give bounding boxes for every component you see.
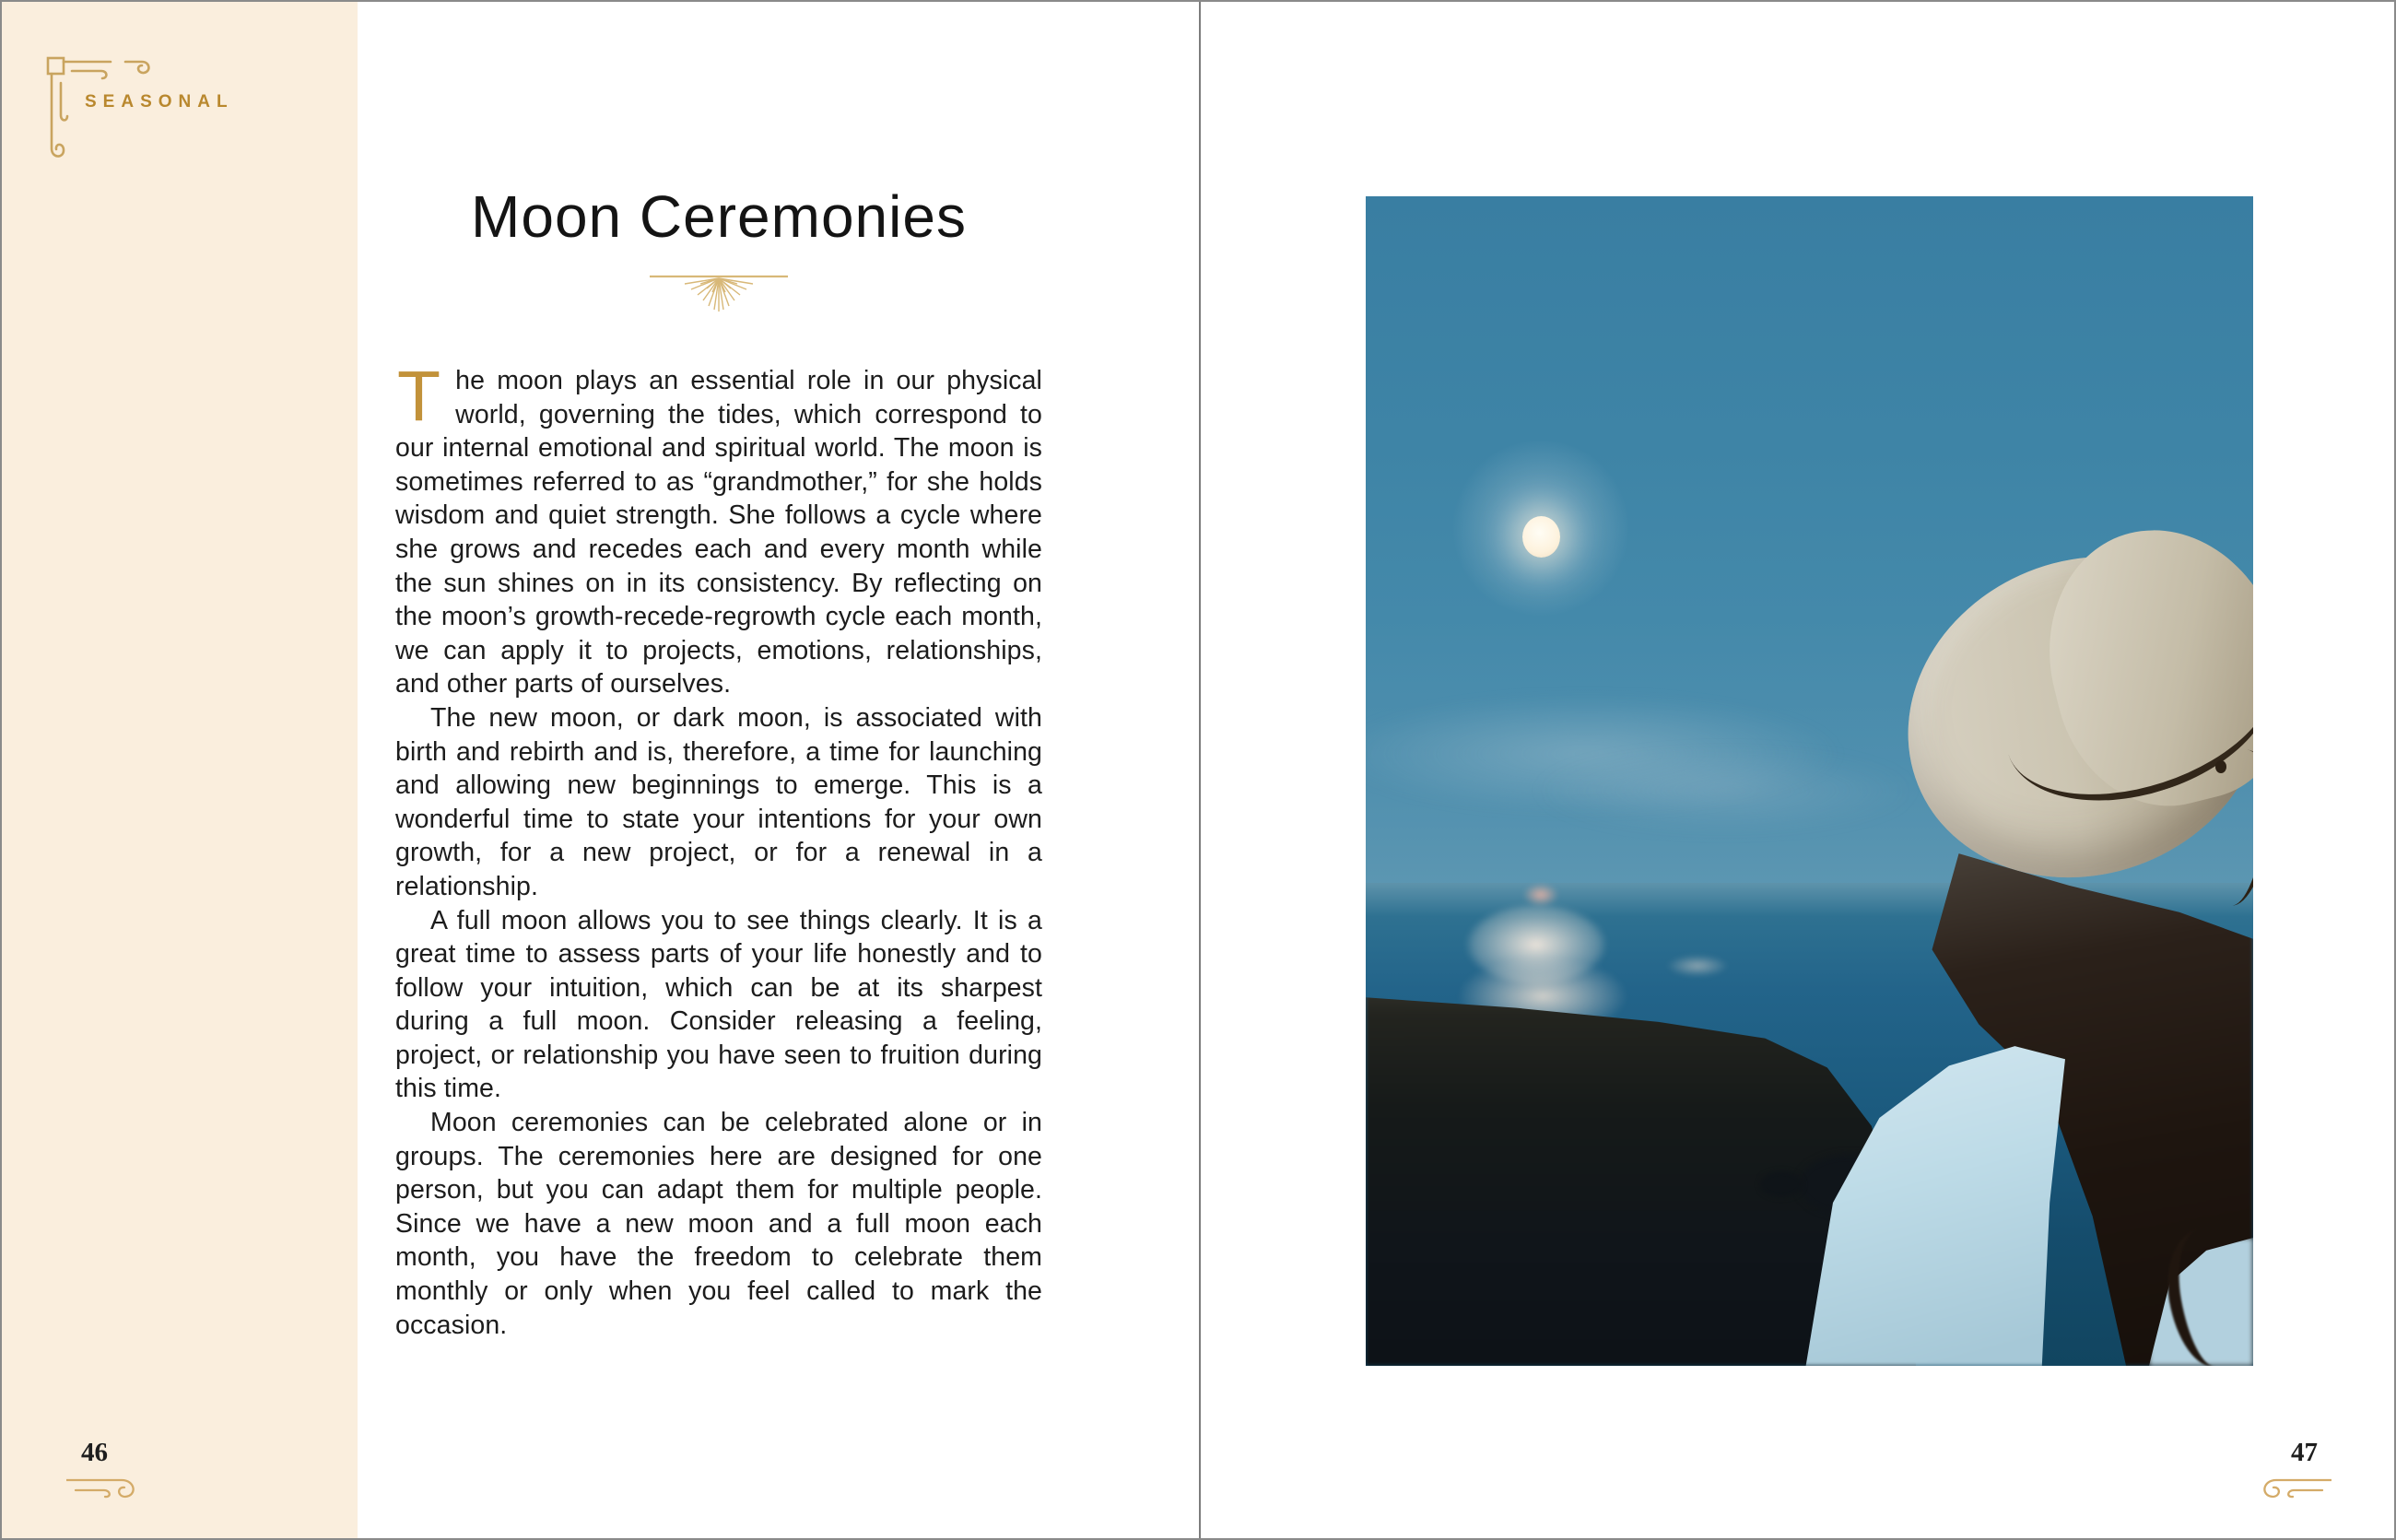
paragraph-1 — [395, 357, 1042, 701]
moon-beach-photo — [1366, 196, 2253, 1366]
section-label: SEASONAL — [85, 92, 234, 112]
paragraph-3: A full moon allows you to see things clearly. It is a great time to assess parts of your life honestly and to follow your intuition, which can be at its sharpest during a full moon. Consider releasing a feeling, project, or relationship you have seen to fruition during this time. — [395, 905, 1042, 1104]
chapter-title: Moon Ceremonies — [471, 183, 967, 250]
paragraph-2: The new moon, or dark moon, is associated with birth and rebirth and is, therefore, a time for launching and allowing new beginnings to emerge. This is a wonderful time to state your intentions for your own growth, for a new project, or for a renewal in a relationship. — [395, 702, 1042, 901]
paragraph-1-text: he moon plays an essential role in our physical world, governing the tides, which correspond to our internal emotional and spiritual world. The moon is sometimes referred to as “grandmother,” for she holds wisdom and quiet strength. She follows a cycle where she grows and recedes each and every month while the sun shines on in its consistency. By reflecting on the moon’s growth-recede-regrowth cycle each month, we can apply it to projects, emotions, relationships, and other parts of ourselves. — [395, 366, 1042, 699]
corner-flourish-icon — [44, 55, 166, 177]
page-number-right: 47 — [2291, 1438, 2318, 1467]
photo-cloud-wisp — [1532, 749, 1919, 832]
drop-cap: T — [397, 357, 441, 436]
hat-cord-knot — [2215, 760, 2226, 773]
sunburst-divider-icon — [650, 269, 788, 319]
page-number-left: 46 — [81, 1438, 108, 1467]
section-sidebar-band — [2, 2, 358, 1538]
paragraph-4: Moon ceremonies can be celebrated alone or in groups. The ceremonies here are designed for one person, but you can adapt them for multiple people. Since we have a new moon and a full moon each month, you have the freedom to celebrate them monthly or only when you feel called to mark the occasion. — [395, 1108, 1042, 1340]
beach-rock-small — [1760, 1171, 1803, 1197]
page-flourish-left-icon — [66, 1476, 155, 1502]
page-flourish-right-icon — [2243, 1476, 2331, 1502]
body-text — [395, 357, 1042, 1342]
page-gutter-divider — [1199, 2, 1201, 1538]
full-moon — [1522, 516, 1560, 558]
